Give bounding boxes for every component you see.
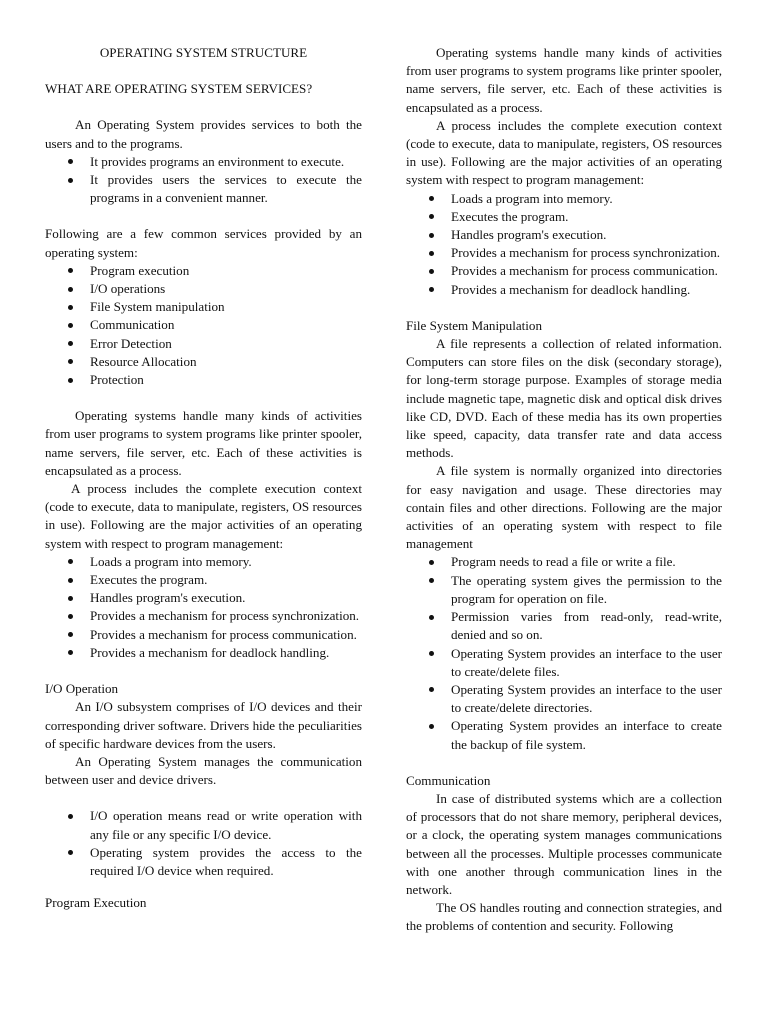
activities-list [45,553,362,662]
list-item: Operating system provides the access to the required I/O device when required. [45,844,362,880]
services-intro: Following are a few common services provided by an operating system: [45,226,362,260]
list-item: File System manipulation [45,298,362,316]
list-item: The operating system gives the permission to the program for operation on file. [406,572,722,608]
section-question: WHAT ARE OPERATING SYSTEM SERVICES? [45,81,313,97]
fs-paragraph-2: A file system is normally organized into directories for easy navigation and usage. These directories may contain files and other directions. Following are the major activities of an operating system with respect to file management [406,463,722,552]
left-column [45,44,362,912]
list-item: Loads a program into memory. [45,553,362,571]
list-item: Operating System provides an interface to the user to create/delete directories. [406,681,722,717]
list-item: Operating System provides an interface to the user to create/delete files. [406,645,722,681]
services-list [45,262,362,389]
communication-heading: Communication [406,772,491,788]
list-item: Provides a mechanism for process communication. [406,262,722,280]
list-item: Operating System provides an interface to create the backup of file system. [406,717,722,753]
io-list [45,807,362,880]
intro-paragraph: An Operating System provides services to both the users and to the programs. [45,117,362,151]
list-item: It provides users the services to execute the programs in a convenient manner. [45,171,362,207]
list-item: Handles program's execution. [406,226,722,244]
list-item: Program needs to read a file or write a file. [406,553,722,571]
program-execution-heading: Program Execution [45,895,147,911]
right-column [406,44,722,936]
fs-list [406,553,722,753]
io-heading: I/O Operation [45,681,119,697]
list-item: Communication [45,316,362,334]
list-item: Provides a mechanism for process communication. [45,626,362,644]
list-item: Provides a mechanism for process synchronization. [45,607,362,625]
comm-paragraph-2: The OS handles routing and connection strategies, and the problems of contention and security. Following [406,900,722,934]
list-item: Error Detection [45,335,362,353]
activities-paragraph-1: Operating systems handle many kinds of activities from user programs to system programs like printer spooler, name servers, file server, etc. Each of these activities is encapsulated as a process. [45,408,362,478]
comm-paragraph-1: In case of distributed systems which are a collection of processors that do not share memory, peripheral devices, or a clock, the operating system manages communications between all the processes. Multiple processes communicate with one another through communication lines in the network. [406,790,722,897]
list-item: Executes the program. [406,208,722,226]
list-item: Loads a program into memory. [406,190,722,208]
document-title: OPERATING SYSTEM STRUCTURE [99,45,308,60]
list-item: Program execution [45,262,362,280]
activities-paragraph-2: A process includes the complete execution context (code to execute, data to manipulate, registers, OS resources in use). Following are the major activities of an operating system with respect to program management: [406,117,722,188]
list-item: I/O operations [45,280,362,298]
fs-paragraph-1: A file represents a collection of related information. Computers can store files on the disk (secondary storage), for long-term storage purpose. Examples of storage media include magnetic tape, magnetic disk and optical disk drives like CD, DVD. Each of these media has its own properties like speed, capacity, data transfer rate and data access methods. [406,336,722,461]
list-item: I/O operation means read or write operation with any file or any specific I/O device. [45,807,362,843]
io-paragraph-2: An Operating System manages the communication between user and device drivers. [45,753,362,788]
intro-list [45,153,362,208]
list-item: Provides a mechanism for deadlock handling. [45,644,362,662]
file-system-heading: File System Manipulation [406,317,543,333]
list-item: Provides a mechanism for deadlock handling. [406,281,722,299]
activities-paragraph-2: A process includes the complete execution context (code to execute, data to manipulate, registers, OS resources in use). Following are the major activities of an operating system with respect to program management: [45,481,362,551]
list-item: Handles program's execution. [45,589,362,607]
list-item: Resource Allocation [45,353,362,371]
list-item: Permission varies from read-only, read-write, denied and so on. [406,608,722,644]
list-item: Provides a mechanism for process synchronization. [406,244,722,262]
io-paragraph-1: An I/O subsystem comprises of I/O devices and their corresponding driver software. Drivers hide the peculiarities of specific hardware devices from the users. [45,699,362,751]
list-item: Protection [45,371,362,389]
activities-paragraph-1: Operating systems handle many kinds of activities from user programs to system programs like printer spooler, name servers, file server, etc. Each of these activities is encapsulated as a process. [406,45,722,115]
list-item: It provides programs an environment to execute. [45,153,362,171]
activities-list [406,190,722,299]
list-item: Executes the program. [45,571,362,589]
